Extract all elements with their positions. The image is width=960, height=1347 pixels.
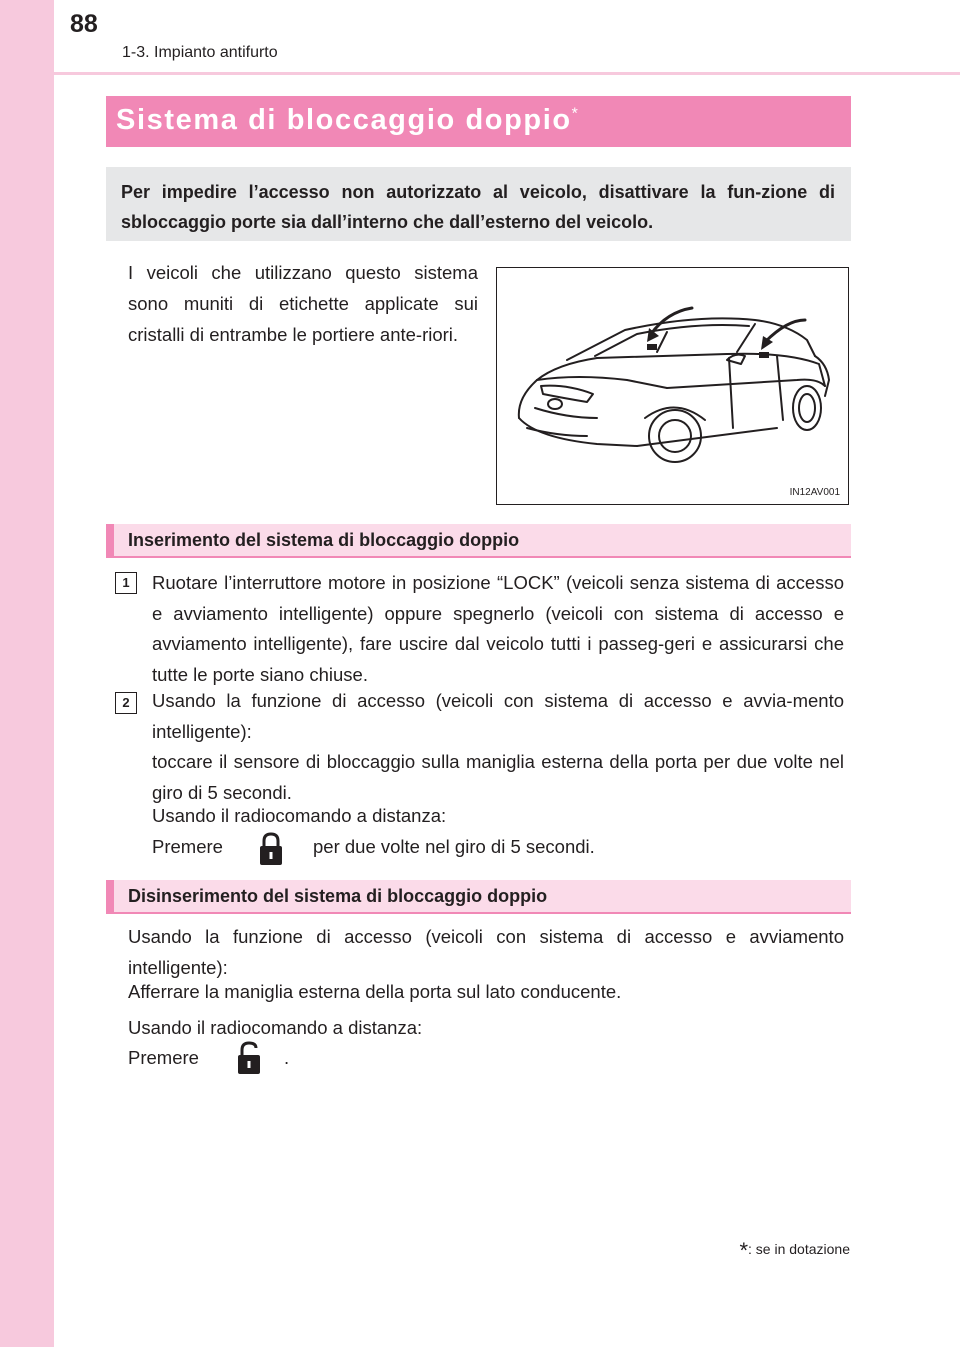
step-1-badge: 1 bbox=[115, 572, 137, 594]
step-1-text: Ruotare l’interruttore motore in posizione “LOCK” (veicoli senza sistema di accesso e avviamento intelligente) oppure spegnerlo (veicoli con sistema di accesso e avviamento intelligente), fare uscire dal veicolo tutti i passeg-geri e assicurarsi che tutte le porte siano chiuse. bbox=[152, 572, 844, 685]
car-illustration bbox=[496, 267, 849, 505]
cancel-text-c: Usando il radiocomando a distanza: bbox=[128, 1017, 423, 1038]
step-2-press-after: per due volte nel giro di 5 secondi. bbox=[313, 836, 595, 857]
page-side-band bbox=[0, 0, 54, 1347]
subheading-setting-text: Inserimento del sistema di bloccaggio doppio bbox=[128, 530, 520, 550]
section-heading: 1-3. Impianto antifurto bbox=[122, 44, 278, 61]
cancel-press-after: . bbox=[284, 1047, 290, 1068]
step-2-press-label: Premere bbox=[152, 836, 223, 857]
footnote-marker: * bbox=[739, 1238, 749, 1263]
step-2-text-b: toccare il sensore di bloccaggio sulla maniglia esterna della porta per due volte nel giro di 5 secondi. bbox=[152, 751, 844, 803]
figure-code: IN12AV001 bbox=[789, 487, 840, 498]
step-2-text-a: Usando la funzione di accesso (veicoli con sistema di accesso e avvia-mento intelligente): bbox=[152, 690, 844, 742]
footnote bbox=[739, 1238, 850, 1264]
header-rule bbox=[54, 72, 960, 75]
optional-marker: * bbox=[571, 105, 580, 123]
title-bar bbox=[106, 96, 851, 147]
page-number: 88 bbox=[70, 10, 98, 38]
cancel-text-a: Usando la funzione di accesso (veicoli con sistema di accesso e avviamento intelligente): bbox=[128, 926, 844, 978]
subheading-cancel bbox=[106, 880, 851, 914]
lead-paragraph: I veicoli che utilizzano questo sistema sono muniti di etichette applicate sui cristalli di entrambe le portiere ante-riori. bbox=[128, 262, 478, 345]
cancel-press-label: Premere bbox=[128, 1047, 199, 1068]
subheading-cancel-text: Disinserimento del sistema di bloccaggio doppio bbox=[128, 886, 548, 906]
intro-box bbox=[106, 167, 851, 241]
subheading-setting bbox=[106, 524, 851, 558]
step-2-badge: 2 bbox=[115, 692, 137, 714]
intro-text: Per impedire l’accesso non autorizzato al veicolo, disattivare la fun-zione di sbloccaggio porte sia dall’interno che dall’esterno del veicolo. bbox=[121, 182, 835, 232]
unlock-icon bbox=[234, 1040, 264, 1076]
cancel-text-b: Afferrare la maniglia esterna della porta sul lato conducente. bbox=[128, 981, 622, 1002]
lock-icon bbox=[256, 831, 286, 867]
car-drawing bbox=[497, 268, 850, 506]
footnote-text: : se in dotazione bbox=[748, 1241, 850, 1257]
step-2-text-c: Usando il radiocomando a distanza: bbox=[152, 805, 447, 826]
page-title bbox=[116, 104, 580, 137]
page-title-text: Sistema di bloccaggio doppio bbox=[116, 104, 572, 136]
